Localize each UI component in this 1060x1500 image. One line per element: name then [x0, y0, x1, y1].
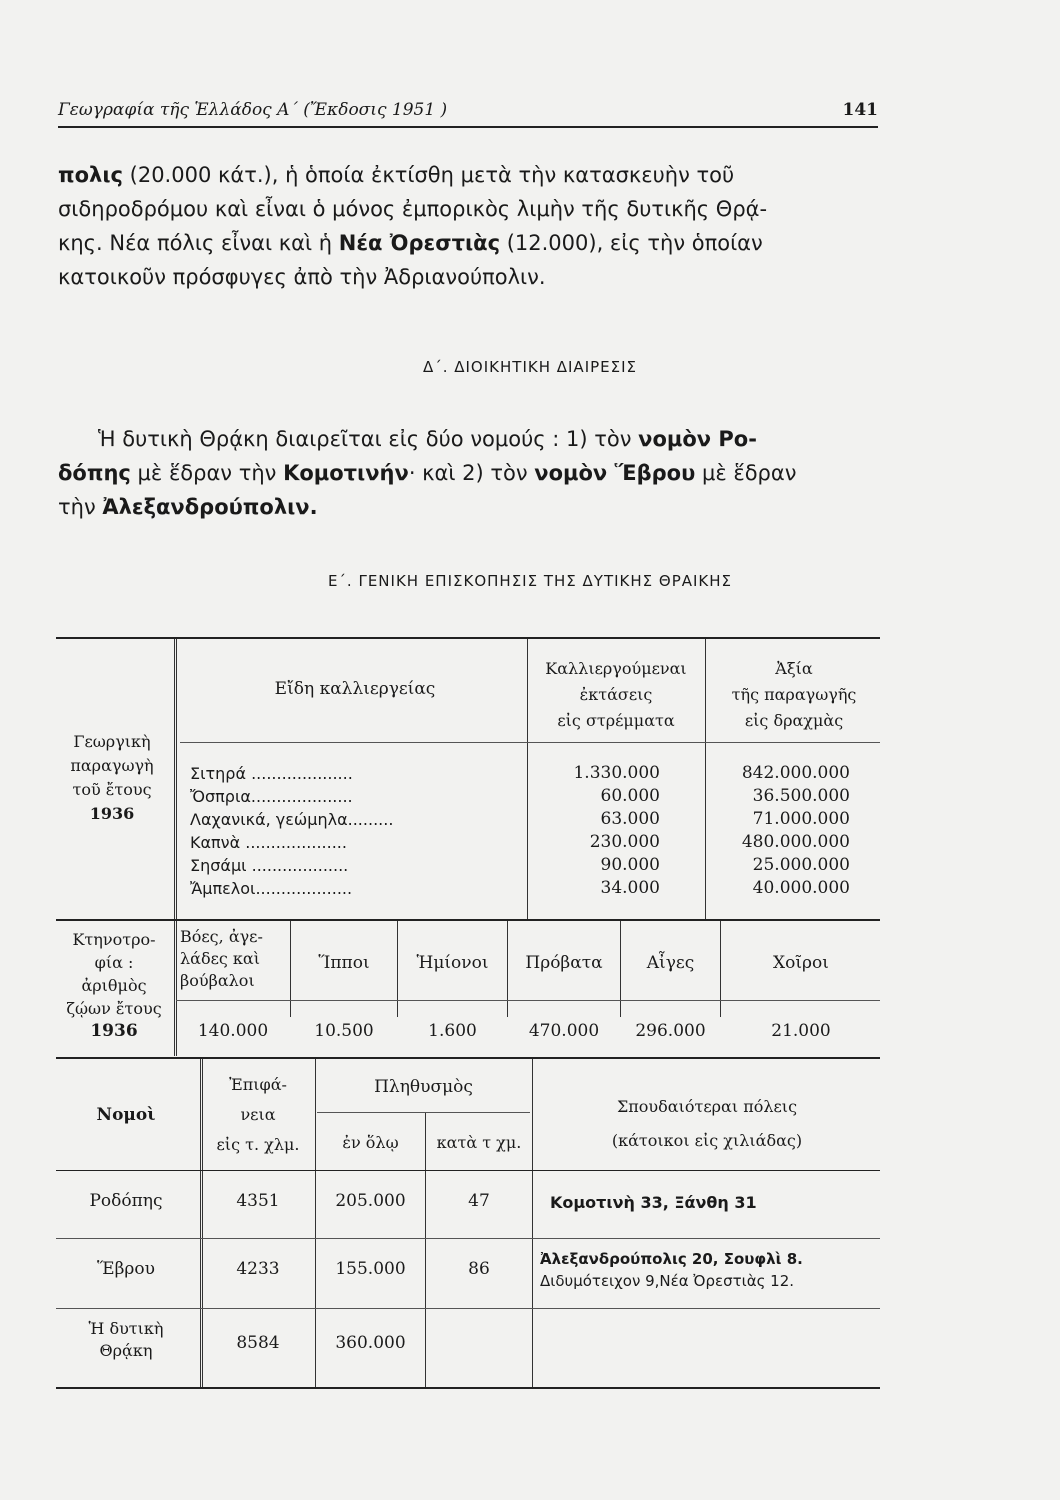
table-divider — [620, 921, 621, 1017]
table-cell: 71.000.000 — [752, 809, 850, 829]
livestock-header-mules: Ἡμίονοι — [416, 953, 489, 973]
table-row: Σησάμι ................... — [190, 856, 349, 875]
intro-line-4: κατοικοῦν πρόσφυγες ἀπὸ τὴν Ἀδριανούπολιν. — [58, 265, 546, 289]
livestock-header-goats: Αἶγες — [646, 953, 695, 973]
table-header-rule — [317, 1112, 530, 1113]
text: μὲ ἕδραν — [695, 461, 797, 485]
text: τῆς παραγωγῆς — [731, 685, 857, 704]
table-divider — [527, 639, 528, 919]
table-cell: 86 — [468, 1259, 490, 1279]
table-cell: 140.000 — [197, 1021, 269, 1041]
table-cell: 155.000 — [335, 1259, 406, 1279]
table-divider — [720, 921, 721, 1017]
bold-term: νομὸν Ρο- — [638, 427, 757, 451]
text: Ἡ δυτικὴ — [88, 1319, 164, 1338]
crop-value-list — [710, 762, 850, 900]
table-divider — [507, 921, 508, 1017]
agri-col-value-header — [708, 656, 880, 734]
nomoi-header-pop-total: ἐν ὅλῳ — [342, 1133, 399, 1152]
table-cell: 90.000 — [600, 855, 660, 875]
section-d-line-1 — [58, 422, 880, 456]
table-cell: 4351 — [236, 1191, 280, 1211]
intro-line-3 — [58, 226, 880, 260]
text: Ἀξία — [775, 659, 813, 678]
bold-term: Νέα Ὀρεστιὰς — [338, 231, 501, 255]
table-divider — [397, 921, 398, 1017]
table-cell: 360.000 — [335, 1333, 406, 1353]
table-cell: 470.000 — [528, 1021, 600, 1041]
table-cell: 10.500 — [314, 1021, 374, 1041]
nomoi-header-cities — [534, 1090, 880, 1158]
nomoi-header-population: Πληθυσμὸς — [374, 1077, 473, 1097]
table-cell: Κομοτινὴ 33, Ξάνθη 31 — [550, 1193, 757, 1212]
table-cell: 60.000 — [600, 786, 660, 806]
livestock-row-label — [56, 928, 172, 1043]
text: παραγωγὴ — [70, 756, 154, 775]
table-rule — [56, 919, 880, 921]
text: εἰς τ. χλμ. — [216, 1135, 300, 1154]
table-divider — [425, 1112, 426, 1389]
crop-name-list — [190, 762, 520, 900]
text: (20.000 κάτ.), ἡ ὁποία ἐκτίσθη μετὰ τὴν κατασκευὴν τοῦ — [122, 163, 735, 187]
table-cell — [540, 1248, 878, 1292]
table-divider — [174, 639, 177, 919]
intro-line-2: σιδηροδρόμου καὶ εἶναι ὁ μόνος ἐμπορικὸς λιμὴν τῆς δυτικῆς Θρᾴ- — [58, 197, 768, 221]
table-cell: 36.500.000 — [752, 786, 850, 806]
section-d-line-3 — [58, 490, 880, 524]
nomos-name-rodopi: Ροδόπης — [89, 1191, 163, 1211]
table-cell: 205.000 — [335, 1191, 406, 1211]
text: νεια — [240, 1105, 276, 1124]
nomos-name-thraki — [56, 1318, 196, 1362]
text: τοῦ ἔτους — [72, 780, 152, 799]
table-divider — [705, 639, 706, 919]
table-cell: 842.000.000 — [741, 763, 850, 783]
table-row-rule — [56, 1308, 880, 1309]
header-title: Γεωγραφία τῆς Ἑλλάδος Α΄ (Ἔκδοσις 1951 ) — [58, 100, 448, 120]
table-cell: 480.000.000 — [741, 832, 850, 852]
nomoi-header-pop-density: κατὰ τ χμ. — [436, 1133, 522, 1152]
text: εἰς στρέμματα — [557, 711, 675, 730]
section-e-heading: Ε΄. ΓΕΝΙΚΗ ΕΠΙΣΚΟΠΗΣΙΣ ΤΗΣ ΔΥΤΙΚΗΣ ΘΡΑΙΚΗΣ — [327, 572, 733, 590]
table-cell: 1.600 — [428, 1021, 477, 1041]
intro-line-1 — [58, 158, 880, 192]
text: τὴν — [58, 495, 103, 519]
table-cell: 34.000 — [600, 878, 660, 898]
table-cell: 40.000.000 — [752, 878, 850, 898]
page-number: 141 — [842, 100, 878, 120]
section-d-line-2 — [58, 456, 880, 490]
table-cell: 296.000 — [635, 1021, 706, 1041]
text: Καλλιεργούμεναι — [545, 659, 687, 678]
table-cell: 1.330.000 — [573, 763, 660, 783]
table-cell: 230.000 — [589, 832, 660, 852]
text: 1936 — [90, 1021, 138, 1041]
table-header-rule — [56, 1170, 880, 1171]
text: (12.000), εἰς τὴν ὁποίαν — [500, 231, 763, 255]
text: Ἀλεξανδρούπολις 20, Σουφλὶ 8. — [540, 1250, 803, 1268]
text: ζῴων ἔτους — [66, 999, 162, 1018]
table-cell: 47 — [468, 1191, 490, 1211]
text: λάδες καὶ — [180, 949, 260, 968]
bold-term: πολις — [58, 163, 123, 187]
crop-area-list — [530, 762, 660, 900]
text: κης. Νέα πόλις εἶναι καὶ ἡ — [58, 231, 339, 255]
text: φία : — [94, 953, 134, 972]
text: μὲ ἕδραν τὴν — [130, 461, 284, 485]
text: εἰς δραχμὰς — [744, 711, 844, 730]
nomoi-header-area — [203, 1070, 313, 1160]
text: (κάτοικοι εἰς χιλιάδας) — [611, 1131, 803, 1150]
text: βούβαλοι — [180, 971, 255, 990]
agri-col-crop-header: Εἴδη καλλιεργείας — [274, 679, 436, 699]
table-cell: 63.000 — [600, 809, 660, 829]
text: ἐκτάσεις — [579, 685, 653, 704]
table-row: Ὄσπρια.................... — [190, 787, 353, 806]
text: Ἡ δυτικὴ Θρᾴκη διαιρεῖται εἰς δύο νομούς : 1) τὸν — [98, 427, 639, 451]
table-row: Λαχανικά, γεώμηλα......... — [190, 810, 394, 829]
table-rule — [56, 1057, 880, 1059]
table-row: Καπνὰ .................... — [190, 833, 347, 852]
table-divider — [532, 1059, 533, 1389]
nomos-name-evros: Ἕβρου — [97, 1259, 155, 1279]
table-divider — [315, 1059, 316, 1389]
table-cell: 8584 — [236, 1333, 280, 1353]
section-d-paragraph — [58, 422, 880, 524]
text: Σπουδαιότεραι πόλεις — [616, 1097, 798, 1116]
table-row: Σιτηρά .................... — [190, 764, 353, 783]
text: Διδυμότειχον 9,Νέα Ὀρεστιὰς 12. — [540, 1272, 795, 1290]
intro-paragraph — [58, 158, 880, 294]
text: ἀριθμὸς — [81, 976, 147, 995]
text: Ἐπιφά- — [229, 1075, 287, 1094]
table-divider — [290, 921, 291, 1017]
table-header-rule — [180, 742, 880, 743]
table-row-rule — [56, 1238, 880, 1239]
livestock-header-cattle — [180, 926, 288, 992]
text: Κτηνοτρο- — [72, 930, 156, 949]
bold-term: Κομοτινήν — [283, 461, 409, 485]
table-cell: 4233 — [236, 1259, 280, 1279]
text: 1936 — [89, 804, 135, 823]
running-header — [58, 96, 878, 128]
agri-row-label — [56, 730, 168, 826]
text: Βόες, ἀγε- — [180, 927, 263, 946]
bold-term: νομὸν Ἕβρου — [534, 461, 696, 485]
bold-term: δόπης — [58, 461, 131, 485]
text: Θρᾴκη — [99, 1341, 153, 1360]
text: · καὶ 2) τὸν — [408, 461, 535, 485]
text: Γεωργικὴ — [73, 732, 151, 751]
table-row: Ἄμπελοι................... — [190, 879, 353, 898]
livestock-header-pigs: Χοῖροι — [773, 953, 829, 973]
section-d-heading: Δ΄. ΔΙΟΙΚΗΤΙΚΗ ΔΙΑΙΡΕΣΙΣ — [422, 358, 638, 376]
livestock-header-sheep: Πρόβατα — [525, 953, 603, 973]
table-top-rule — [56, 637, 880, 639]
nomoi-header-name: Νομοὶ — [96, 1105, 156, 1125]
table-cell: 21.000 — [771, 1021, 831, 1041]
agri-col-area-header — [530, 656, 702, 734]
table-cell: 25.000.000 — [752, 855, 850, 875]
table-bottom-rule — [56, 1387, 880, 1389]
table-header-rule — [176, 1000, 880, 1001]
livestock-header-horses: Ἵπποι — [318, 953, 370, 973]
bold-term: Ἀλεξανδρούπολιν. — [102, 495, 318, 519]
